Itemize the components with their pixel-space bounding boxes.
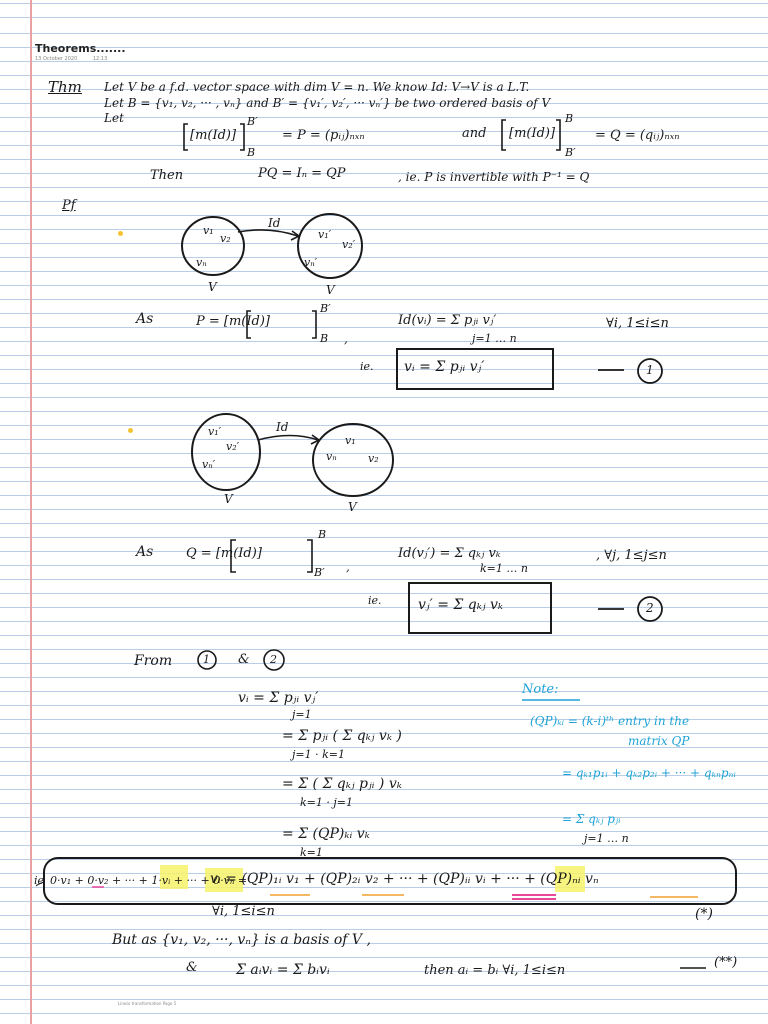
step2-sum-limits: k=1 … n bbox=[480, 562, 528, 575]
diagram2-right-item: vₙ bbox=[326, 450, 337, 463]
derivation-limits: k=1 · j=1 bbox=[300, 796, 353, 809]
step1-sum-limits: j=1 … n bbox=[472, 332, 517, 345]
diagram1-left-item: v₂ bbox=[220, 232, 231, 245]
derivation-line: = Σ (QP)ₖᵢ vₖ bbox=[282, 826, 370, 842]
basis-line-conclusion: then aᵢ = bᵢ ∀i, 1≤i≤n bbox=[424, 963, 566, 978]
derivation-tag-1: 1 bbox=[203, 653, 210, 666]
step1-eq-sup: B′ bbox=[320, 302, 331, 315]
diagram1-left-space: V bbox=[208, 280, 217, 294]
theorem-line-1: Let V be a f.d. vector space with dim V = n. We know Id: V→V is a L.T. bbox=[104, 80, 530, 94]
theorem-conclusion: PQ = Iₙ = QP bbox=[258, 166, 346, 181]
step1-as: As bbox=[136, 311, 154, 327]
diagram2-left-space: V bbox=[224, 492, 233, 506]
bullet-point bbox=[128, 428, 133, 433]
diagram2-left-item: v₂′ bbox=[226, 440, 240, 453]
long-equation-rhs: vᵢ = (QP)₁ᵢ v₁ + (QP)₂ᵢ v₂ + ··· + (QP)ᵢᵢ vᵢ + ··· + (QP)ₙᵢ vₙ bbox=[210, 871, 599, 887]
diagram1-right-item: v₁′ bbox=[318, 228, 332, 241]
basis-line-tag: (**) bbox=[714, 955, 738, 970]
step2-boxed-text: vⱼ′ = Σ qₖⱼ vₖ bbox=[418, 597, 503, 613]
mapping-arrow-2 bbox=[258, 436, 318, 441]
derivation-line: = Σ pⱼᵢ ( Σ qₖⱼ vₖ ) bbox=[282, 728, 402, 744]
step2-ie: ie. bbox=[368, 594, 382, 607]
proof-label: Pf bbox=[62, 198, 76, 213]
derivation-line: vᵢ = Σ pⱼᵢ vⱼ′ bbox=[238, 690, 319, 706]
step2-eq-sup: B bbox=[318, 528, 327, 541]
page-title: Theorems....... bbox=[35, 42, 126, 55]
theorem-conclusion-tail: , ie. P is invertible with P⁻¹ = Q bbox=[398, 170, 590, 184]
matrix-def-left: [m(Id)] bbox=[190, 128, 237, 143]
diagram1-left-item: vₙ bbox=[196, 256, 207, 269]
matrix-def-left-rhs: = P = (pᵢⱼ)ₙₓₙ bbox=[282, 128, 365, 143]
long-equation-tag: (*) bbox=[695, 906, 713, 922]
derivation-line: = Σ ( Σ qₖⱼ pⱼᵢ ) vₖ bbox=[282, 776, 402, 792]
derivation-limits: k=1 bbox=[300, 846, 323, 859]
matrix-def-right-sub: B′ bbox=[565, 146, 576, 159]
theorem-let: Let bbox=[104, 111, 124, 125]
note-line: = qₖ₁p₁ᵢ + qₖ₂p₂ᵢ + ··· + qₖₙpₙᵢ bbox=[562, 766, 736, 780]
diagram2-arrow-label: Id bbox=[276, 420, 289, 434]
diagram1-right-item: v₂′ bbox=[342, 238, 356, 251]
step1-ie: ie. bbox=[360, 360, 374, 373]
step1-eq: P = [m(Id)] bbox=[196, 314, 270, 329]
theorem-and: and bbox=[462, 126, 487, 141]
diagram2-left-item: vₙ′ bbox=[202, 458, 216, 471]
derivation-amp: & bbox=[238, 652, 250, 667]
diagram1-right-space: V bbox=[326, 283, 335, 297]
step1-boxed-equation bbox=[396, 348, 554, 390]
step1-eq-sub: B bbox=[320, 332, 329, 345]
diagram1-arrow-label: Id bbox=[268, 216, 281, 230]
diagram2-left-item: v₁′ bbox=[208, 425, 222, 438]
basis-line-equation: Σ aᵢvᵢ = Σ bᵢvᵢ bbox=[236, 962, 330, 978]
page-footer: Linear transformation Page 5 bbox=[118, 1001, 177, 1006]
matrix-def-right-rhs: = Q = (qᵢⱼ)ₙₓₙ bbox=[595, 128, 680, 143]
basis-line-text: But as {v₁, v₂, ···, vₙ} is a basis of V , bbox=[112, 932, 371, 948]
step2-eq-sub: B′ bbox=[314, 566, 325, 579]
long-equation-forall: ∀i, 1≤i≤n bbox=[212, 904, 275, 919]
note-line: (QP)ₖᵢ = (k-i)ᵗʰ entry in the bbox=[530, 714, 690, 728]
step2-eq-comma: , bbox=[346, 560, 350, 574]
matrix-def-right: [m(Id)] bbox=[509, 126, 556, 141]
theorem-line-2: Let B = {v₁, v₂, ··· , vₙ} and B′ = {v₁′, v₂′, ··· vₙ′} be two ordered basis of V bbox=[104, 96, 551, 110]
long-equation-lhs: 0·v₁ + 0·v₂ + ··· + 1·vᵢ + ··· + 0·vₙ = bbox=[50, 874, 248, 887]
derivation-limits: j=1 bbox=[292, 708, 312, 721]
diagram1-right-item: vₙ′ bbox=[304, 256, 318, 269]
step1-boxed-text: vᵢ = Σ pⱼᵢ vⱼ′ bbox=[404, 359, 485, 375]
step1-image: Id(vᵢ) = Σ pⱼᵢ vⱼ′ bbox=[398, 313, 497, 328]
matrix-def-left-sup: B′ bbox=[247, 115, 258, 128]
page-date: 13 October 2020 bbox=[35, 56, 78, 62]
note-line: = Σ qₖⱼ pⱼᵢ bbox=[562, 812, 621, 826]
step1-forall: ∀i, 1≤i≤n bbox=[606, 316, 669, 331]
step2-as: As bbox=[136, 544, 154, 560]
derivation-from: From bbox=[134, 653, 173, 669]
equation-tag-2: 2 bbox=[646, 601, 654, 615]
theorem-then: Then bbox=[150, 168, 184, 183]
matrix-def-left-sub: B bbox=[247, 146, 256, 159]
step2-forall: , ∀j, 1≤j≤n bbox=[596, 548, 667, 563]
diagram2-right-item: v₁ bbox=[345, 434, 356, 447]
step1-eq-comma: , bbox=[344, 332, 348, 346]
page-time: 12:13 bbox=[92, 56, 108, 62]
diagram2-right-space: V bbox=[348, 500, 357, 514]
equation-tag-1: 1 bbox=[646, 363, 654, 377]
diagram1-left-item: v₁ bbox=[203, 224, 214, 237]
matrix-def-right-sup: B bbox=[565, 112, 574, 125]
mapping-arrow-1 bbox=[238, 230, 298, 236]
step2-eq: Q = [m(Id)] bbox=[186, 546, 262, 561]
long-equation-prefix: ie bbox=[34, 874, 45, 887]
step2-boxed-equation bbox=[408, 582, 552, 634]
theorem-label: Thm bbox=[48, 78, 82, 96]
bullet-point bbox=[118, 231, 123, 236]
diagram2-right-item: v₂ bbox=[368, 452, 379, 465]
derivation-tag-2: 2 bbox=[270, 653, 277, 666]
step2-image: Id(vⱼ′) = Σ qₖⱼ vₖ bbox=[398, 546, 501, 561]
note-line4-limits: j=1 … n bbox=[584, 832, 629, 845]
note-title: Note: bbox=[522, 682, 559, 697]
basis-line-amp: & bbox=[186, 960, 198, 975]
note-line: matrix QP bbox=[628, 734, 690, 748]
derivation-limits: j=1 · k=1 bbox=[292, 748, 345, 761]
